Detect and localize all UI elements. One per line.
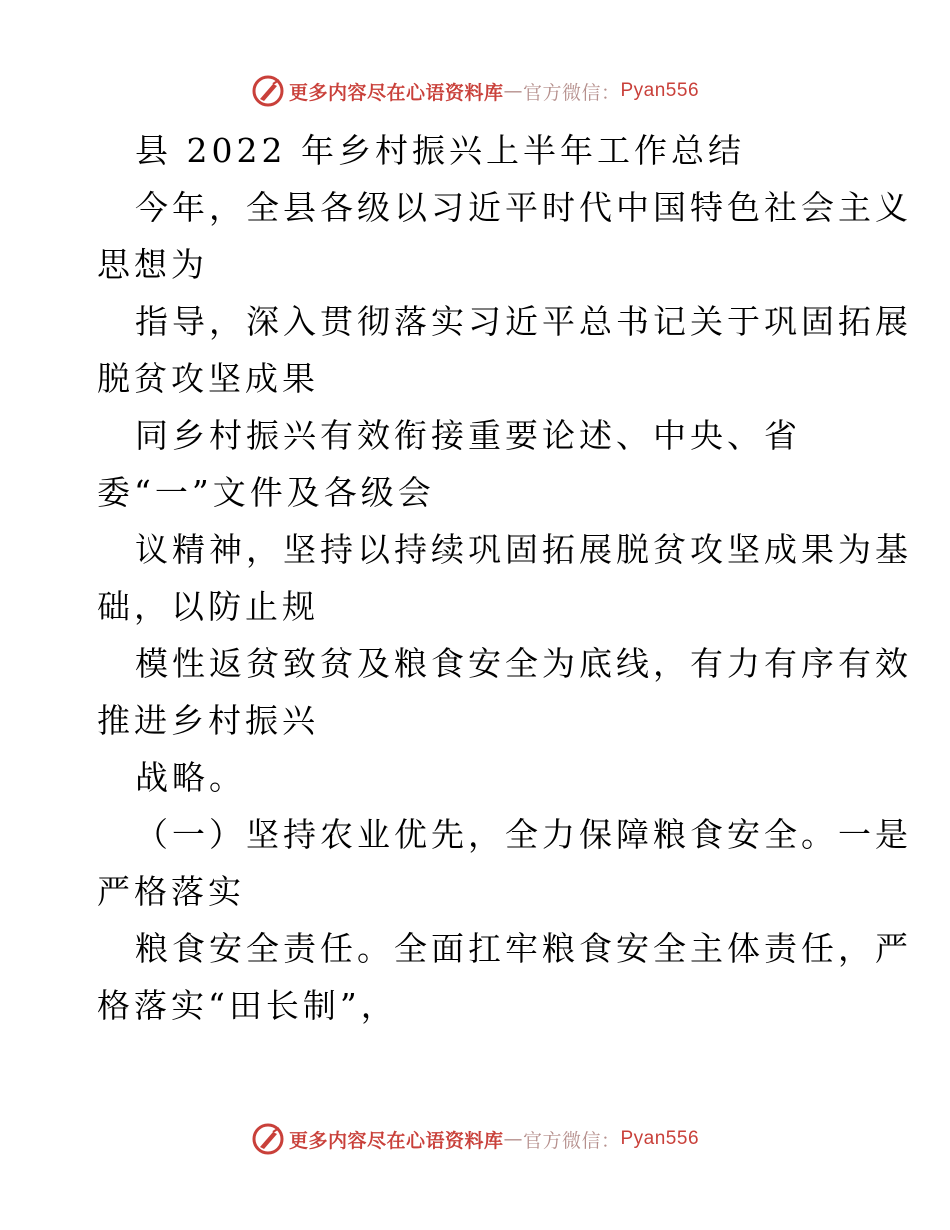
paragraph-line: 格落实“田长制”， bbox=[97, 986, 398, 1025]
paragraph-line: 推进乡村振兴 bbox=[97, 701, 319, 740]
document-title: 县 2022 年乡村振兴上半年工作总结 bbox=[135, 131, 745, 170]
paragraph-line: 模性返贫致贫及粮食安全为底线，有力有序有效 bbox=[135, 644, 912, 683]
paragraph-line: 委“一”文件及各级会 bbox=[97, 473, 435, 512]
paragraph-line: 战略。 bbox=[135, 758, 246, 797]
watermark-handle: Pyan556 bbox=[620, 1128, 700, 1149]
watermark-site: 更多内容尽在心语资料库 bbox=[288, 1129, 504, 1152]
watermark-dash: — bbox=[503, 80, 523, 102]
watermark-label: 官方微信： bbox=[522, 1129, 621, 1152]
watermark-label: 官方微信： bbox=[522, 81, 621, 104]
paragraph-line: 严格落实 bbox=[97, 872, 245, 911]
document-body bbox=[97, 122, 912, 1034]
quill-pen-icon bbox=[251, 1122, 285, 1156]
watermark-handle: Pyan556 bbox=[620, 80, 700, 101]
paragraph-line: 粮食安全责任。全面扛牢粮食安全主体责任，严 bbox=[135, 929, 912, 968]
quill-pen-icon bbox=[251, 74, 285, 108]
watermark-site: 更多内容尽在心语资料库 bbox=[288, 81, 504, 104]
paragraph-line: 今年，全县各级以习近平时代中国特色社会主义 bbox=[135, 188, 912, 227]
section-heading-line: （一）坚持农业优先，全力保障粮食安全。一是 bbox=[135, 815, 912, 854]
paragraph-line: 脱贫攻坚成果 bbox=[97, 359, 319, 398]
paragraph-line: 同乡村振兴有效衔接重要论述、中央、省 bbox=[135, 416, 801, 455]
header-watermark bbox=[0, 71, 950, 111]
footer-watermark bbox=[0, 1119, 950, 1159]
paragraph-line: 思想为 bbox=[97, 245, 208, 284]
watermark-dash: — bbox=[503, 1128, 523, 1150]
paragraph-line: 议精神，坚持以持续巩固拓展脱贫攻坚成果为基 bbox=[135, 530, 912, 569]
paragraph-line: 指导，深入贯彻落实习近平总书记关于巩固拓展 bbox=[135, 302, 912, 341]
paragraph-line: 础，以防止规 bbox=[97, 587, 319, 626]
